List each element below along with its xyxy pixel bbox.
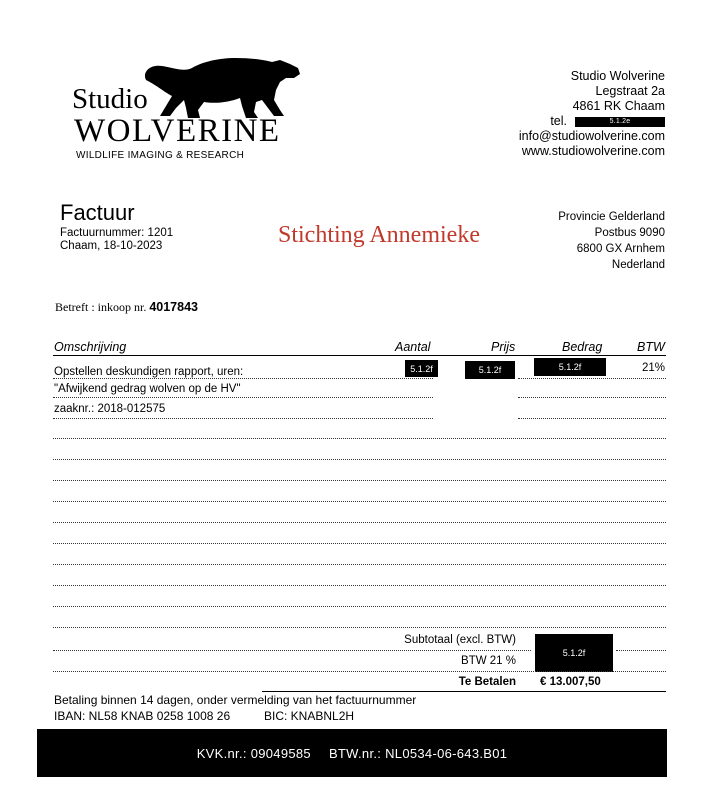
row-separator	[53, 418, 433, 419]
recipient-address	[558, 209, 665, 273]
empty-row-line	[53, 585, 666, 586]
row-separator	[53, 378, 433, 379]
table-row-1-vat: 21%	[642, 362, 666, 374]
column-header-amount: Bedrag	[562, 340, 603, 354]
logo-tagline: WILDLIFE IMAGING & RESEARCH	[76, 150, 245, 161]
purchase-order-number: 4017843	[149, 300, 198, 314]
company-website[interactable]: www.studiowolverine.com	[521, 144, 665, 158]
table-row-1-description: Opstellen deskundigen rapport, uren:	[54, 366, 244, 378]
table-row-2-description: "Afwijkend gedrag wolven op de HV"	[54, 383, 241, 395]
invoice-meta	[60, 227, 173, 253]
recipient-line-3: 6800 GX Arnhem	[576, 243, 665, 255]
total-due-value: € 13.007,50	[540, 676, 601, 688]
row-separator	[518, 397, 666, 398]
empty-row-line	[53, 564, 666, 565]
table-header-divider	[53, 355, 666, 356]
bic: BIC: KNABNL2H	[264, 709, 355, 723]
wolverine-logo-icon	[140, 50, 302, 122]
empty-row-line	[53, 480, 666, 481]
column-header-vat: BTW	[637, 340, 665, 354]
chamber-of-commerce-number: KVK.nr.: 09049585	[196, 745, 311, 761]
invoice-title: Factuur	[60, 200, 135, 225]
iban: IBAN: NL58 KNAB 0258 1008 26	[54, 709, 231, 723]
empty-row-line	[53, 543, 666, 544]
empty-row-line	[53, 501, 666, 502]
table-row-1-quantity-redaction: 5.1.2f	[405, 360, 438, 377]
footer-bar	[37, 729, 667, 777]
table-row-1-amount-redaction: 5.1.2f	[534, 358, 606, 376]
totals-separator	[53, 671, 666, 672]
empty-row-line	[53, 606, 666, 607]
row-separator	[518, 378, 666, 379]
column-header-price: Prijs	[491, 340, 516, 354]
vat-label: BTW 21 %	[461, 655, 516, 667]
recipient-line-4: Nederland	[611, 259, 665, 271]
company-phone	[519, 114, 665, 129]
invoice-date: Chaam, 18-10-2023	[60, 240, 163, 252]
logo-wolverine-text: WOLVERINE	[74, 113, 281, 149]
logo-studio-text: Studio	[72, 83, 148, 115]
recipient-line-2: Postbus 9090	[594, 227, 665, 239]
empty-row-line	[53, 438, 666, 439]
subtotal-vat-redaction: 5.1.2f	[535, 634, 613, 672]
invoice-number: Factuurnummer: 1201	[60, 227, 174, 239]
column-header-quantity: Aantal	[395, 340, 431, 354]
empty-row-line	[53, 459, 666, 460]
company-email[interactable]: info@studiowolverine.com	[518, 129, 665, 143]
phone-label: tel.	[550, 114, 567, 128]
total-underline	[262, 691, 666, 692]
recipient-line-1: Provincie Gelderland	[558, 211, 665, 223]
payment-terms: Betaling binnen 14 dagen, onder vermelding van het factuurnummer	[54, 693, 417, 707]
subtotal-label: Subtotaal (excl. BTW)	[404, 634, 516, 646]
empty-row-line	[53, 522, 666, 523]
row-separator	[518, 418, 666, 419]
totals-separator	[53, 650, 531, 651]
column-header-description: Omschrijving	[54, 340, 127, 354]
phone-redaction: 5.1.2e	[575, 117, 665, 127]
company-name: Studio Wolverine	[570, 69, 665, 83]
client-name: Stichting Annemieke	[278, 222, 480, 248]
row-separator	[53, 397, 433, 398]
subject-line	[55, 300, 198, 315]
table-row-1-price-redaction: 5.1.2f	[465, 361, 515, 379]
company-address	[519, 69, 665, 159]
company-street: Legstraat 2a	[595, 84, 665, 98]
empty-row-line	[53, 627, 666, 628]
table-row-3-description: zaaknr.: 2018-012575	[54, 403, 166, 415]
totals-separator	[616, 650, 666, 651]
vat-number: BTW.nr.: NL0534-06-643.B01	[328, 745, 508, 761]
total-due-label: Te Betalen	[458, 676, 516, 688]
subject-label: Betreft : inkoop nr.	[55, 300, 147, 314]
company-city: 4861 RK Chaam	[572, 99, 665, 113]
